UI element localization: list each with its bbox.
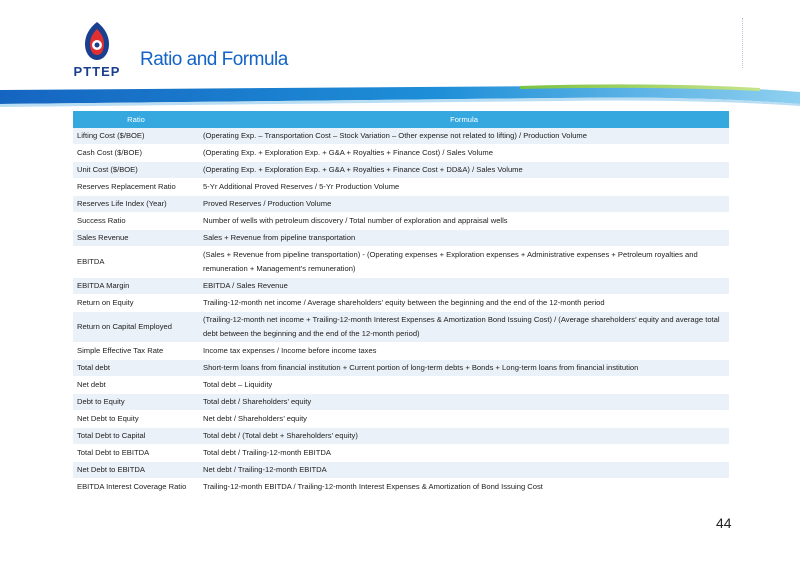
- ratio-cell: EBITDA Margin: [73, 278, 199, 295]
- ratio-cell: Net Debt to Equity: [73, 411, 199, 428]
- ratio-cell: Sales Revenue: [73, 230, 199, 247]
- ratio-cell: EBITDA: [73, 247, 199, 278]
- logo-wordmark: PTTEP: [73, 64, 121, 79]
- ratio-cell: Reserves Replacement Ratio: [73, 179, 199, 196]
- ratio-cell: Return on Capital Employed: [73, 312, 199, 343]
- table-header-row: [73, 111, 729, 128]
- ratio-cell: Total Debt to Capital: [73, 428, 199, 445]
- header-divider: [742, 18, 743, 68]
- table-row: [73, 411, 729, 428]
- table-row: [73, 295, 729, 312]
- ratio-cell: EBITDA Interest Coverage Ratio: [73, 479, 199, 496]
- ratio-cell: Cash Cost ($/BOE): [73, 145, 199, 162]
- table-row: [73, 462, 729, 479]
- ratio-formula-table: [73, 111, 729, 496]
- table-row: [73, 128, 729, 145]
- formula-cell: (Trailing-12-month net income + Trailing-12-month Interest Expenses & Amortization Bond Issuing Cost) / (Average shareholders’ equity and average total debt between the beginning and the end of the 12-month period): [199, 312, 729, 343]
- table-row: [73, 213, 729, 230]
- ratio-cell: Total Debt to EBITDA: [73, 445, 199, 462]
- table-row: [73, 394, 729, 411]
- pttep-logo: [68, 20, 126, 80]
- table-row: [73, 247, 729, 278]
- page-title: Ratio and Formula: [140, 49, 288, 70]
- table-row: [73, 179, 729, 196]
- column-header-formula: Formula: [199, 111, 729, 128]
- ratio-cell: Net Debt to EBITDA: [73, 462, 199, 479]
- formula-cell: EBITDA / Sales Revenue: [199, 278, 729, 295]
- formula-cell: Income tax expenses / Income before income taxes: [199, 343, 729, 360]
- ratio-cell: Reserves Life Index (Year): [73, 196, 199, 213]
- pttep-emblem-icon: [81, 20, 113, 62]
- ratio-cell: Net debt: [73, 377, 199, 394]
- ratio-cell: Lifting Cost ($/BOE): [73, 128, 199, 145]
- formula-cell: Number of wells with petroleum discovery / Total number of exploration and appraisal wells: [199, 213, 729, 230]
- ratio-cell: Simple Effective Tax Rate: [73, 343, 199, 360]
- table-row: [73, 230, 729, 247]
- ratio-cell: Debt to Equity: [73, 394, 199, 411]
- formula-cell: Net debt / Shareholders’ equity: [199, 411, 729, 428]
- ratio-cell: Unit Cost ($/BOE): [73, 162, 199, 179]
- ratio-cell: Success Ratio: [73, 213, 199, 230]
- formula-cell: Sales + Revenue from pipeline transportation: [199, 230, 729, 247]
- formula-cell: 5-Yr Additional Proved Reserves / 5-Yr Production Volume: [199, 179, 729, 196]
- formula-cell: Net debt / Trailing-12-month EBITDA: [199, 462, 729, 479]
- table-row: [73, 312, 729, 343]
- formula-cell: Trailing-12-month net income / Average shareholders’ equity between the beginning and the end of the 12-month period: [199, 295, 729, 312]
- table-row: [73, 377, 729, 394]
- table-row: [73, 196, 729, 213]
- formula-cell: Total debt / Shareholders’ equity: [199, 394, 729, 411]
- formula-cell: Total debt – Liquidity: [199, 377, 729, 394]
- column-header-ratio: Ratio: [73, 111, 199, 128]
- table-row: [73, 343, 729, 360]
- formula-cell: Trailing-12-month EBITDA / Trailing-12-month Interest Expenses & Amortization of Bond Issuing Cost: [199, 479, 729, 496]
- formula-cell: (Operating Exp. + Exploration Exp. + G&A + Royalties + Finance Cost) / Sales Volume: [199, 145, 729, 162]
- formula-cell: Total debt / (Total debt + Shareholders’ equity): [199, 428, 729, 445]
- table-row: [73, 145, 729, 162]
- table-row: [73, 278, 729, 295]
- header-banner: [0, 82, 800, 110]
- table-row: [73, 428, 729, 445]
- formula-cell: Proved Reserves / Production Volume: [199, 196, 729, 213]
- ratio-cell: Total debt: [73, 360, 199, 377]
- table-row: [73, 445, 729, 462]
- formula-cell: (Sales + Revenue from pipeline transportation) - (Operating expenses + Exploration expenses + Administrative expenses + Petroleum royalties and remuneration + Management’s remuneration): [199, 247, 729, 278]
- table-row: [73, 479, 729, 496]
- page-number: 44: [716, 515, 732, 531]
- formula-cell: Total debt / Trailing-12-month EBITDA: [199, 445, 729, 462]
- formula-cell: (Operating Exp. + Exploration Exp. + G&A + Royalties + Finance Cost + DD&A) / Sales Volume: [199, 162, 729, 179]
- formula-cell: (Operating Exp. – Transportation Cost – Stock Variation – Other expense not related to lifting) / Production Volume: [199, 128, 729, 145]
- formula-cell: Short-term loans from financial institution + Current portion of long-term debts + Bonds + Long-term loans from financial institution: [199, 360, 729, 377]
- table-row: [73, 162, 729, 179]
- table-row: [73, 360, 729, 377]
- ratio-cell: Return on Equity: [73, 295, 199, 312]
